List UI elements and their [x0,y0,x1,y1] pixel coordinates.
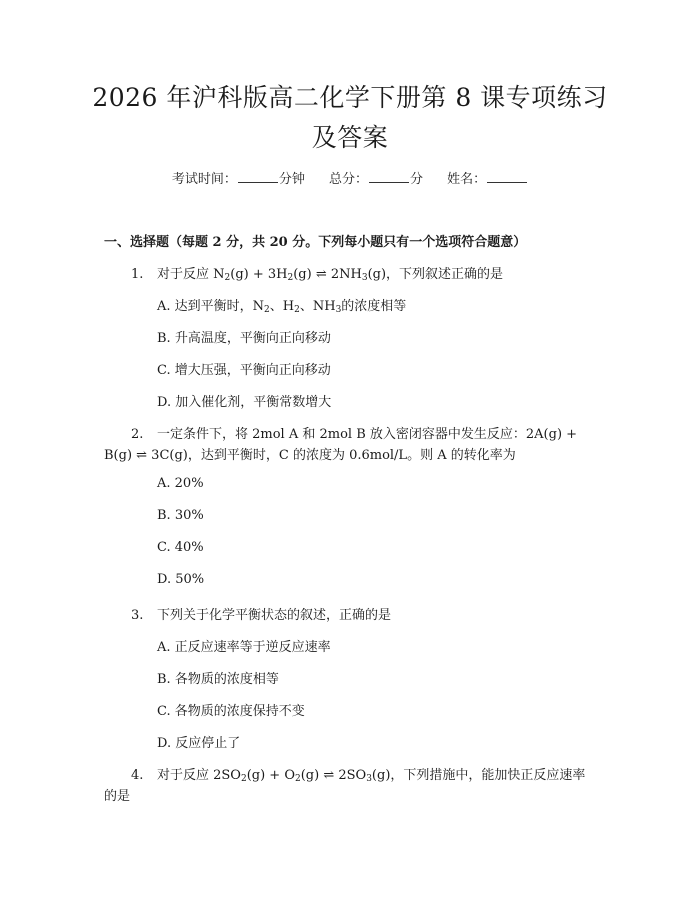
subscript: 3 [366,774,372,784]
subscript: 3 [335,305,342,315]
exam-time-unit: 分钟 [278,172,305,187]
exam-info-row [0,168,700,187]
question-number: 2. [131,427,144,442]
question-2-stem-line-1 [131,423,577,442]
stem-text: (g)，下列措施中，能加快正反应速率 [371,768,586,783]
question-number: 1. [131,267,144,282]
question-2-option-c: C. 40% [157,540,204,555]
subscript: 2 [294,774,301,784]
question-3-option-a: A. 正反应速率等于逆反应速率 [157,640,331,655]
subscript: 2 [224,273,231,283]
stem-text: (g) ⇌ 2SO [300,768,367,783]
stem-text: (g) ⇌ 2NH [293,267,362,282]
page-title [60,78,640,158]
subscript: 2 [294,305,300,315]
subscript: 2 [287,273,294,283]
stem-text: 一定条件下，将 2mol A 和 2mol B 放入密闭容器中发生反应：2A(g) + [157,427,578,442]
title-line-2: 及答案 [311,123,389,152]
total-score-label: 总分： [328,172,368,187]
question-3-option-c: C. 各物质的浓度保持不变 [157,704,305,719]
question-1-option-a [157,295,406,314]
question-3-stem [131,604,391,623]
exam-time-blank [238,171,278,183]
option-text: 、H [269,299,295,314]
stem-text: 对于反应 N [157,267,225,282]
question-1-option-c: C. 增大压强，平衡向正向移动 [157,363,331,378]
question-number: 3. [131,608,144,623]
question-2-option-b: B. 30% [157,508,204,523]
section-heading-choice: 一、选择题（每题 2 分，共 20 分。下列每小题只有一个选项符合题意） [104,235,527,250]
total-score-blank [369,171,409,183]
question-2-stem-line-2: B(g) ⇌ 3C(g)，达到平衡时，C 的浓度为 0.6mol/L。则 A 的转化率为 [104,448,516,463]
exam-time-label: 考试时间： [171,172,237,187]
stem-text: (g) + O [246,768,295,783]
question-2-option-a: A. 20% [157,476,204,491]
stem-text: 对于反应 2SO [157,768,241,783]
stem-text: (g) + 3H [230,267,288,282]
total-score-unit: 分 [410,172,424,187]
question-3-option-d: D. 反应停止了 [157,736,241,751]
title-line-1: 2026 年沪科版高二化学下册第 8 课专项练习 [92,83,608,112]
subscript: 2 [240,774,247,784]
question-1-option-d: D. 加入催化剂，平衡常数增大 [157,395,332,410]
student-name-field [447,168,528,187]
total-score-field [329,168,423,187]
subscript: 3 [361,273,368,283]
question-number: 4. [131,768,144,783]
option-text: 的浓度相等 [341,299,407,314]
student-name-blank [487,171,527,183]
question-1-stem [131,263,503,282]
stem-text: (g)，下列叙述正确的是 [367,267,504,282]
question-3-option-b: B. 各物质的浓度相等 [157,672,279,687]
student-name-label: 姓名： [447,172,487,187]
stem-text: 下列关于化学平衡状态的叙述，正确的是 [157,608,392,623]
question-4-stem-line-2: 的是 [104,789,131,804]
option-text: 、NH [299,299,336,314]
question-4-stem-line-1 [131,764,585,783]
exam-time-field [172,168,305,187]
option-text: A. 达到平衡时，N [157,299,265,314]
question-2-option-d: D. 50% [157,572,205,587]
question-1-option-b: B. 升高温度，平衡向正向移动 [157,331,331,346]
subscript: 2 [264,305,270,315]
